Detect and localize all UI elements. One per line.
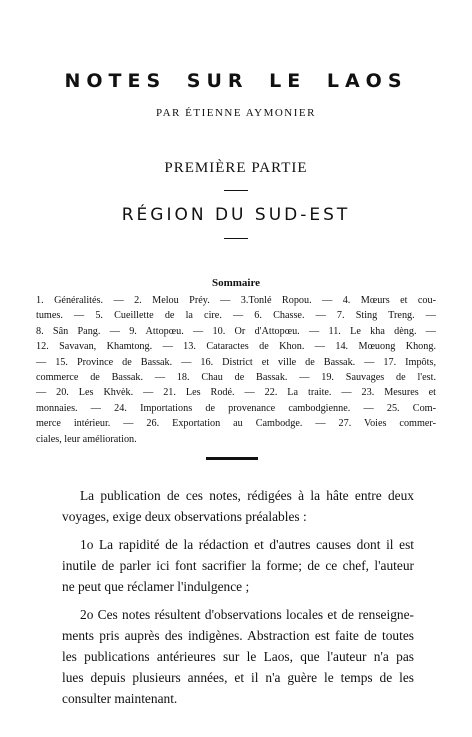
summary-line: 8. Sân Pang. — 9. Attopœu. — 10. Or d'Attopœu. — 11. Le kha dèng. — bbox=[36, 325, 436, 337]
summary-line: — 20. Les Khvèk. — 21. Les Rodé. — 22. La traite. — 23. Mesures et bbox=[36, 387, 436, 399]
summary-line: tumes. — 5. Cueillette de la cire. — 6. Chasse. — 7. Sting Treng. — bbox=[36, 310, 436, 322]
summary-line: monnaies. — 24. Importations de provenance cambodgienne. — 25. Com- bbox=[36, 402, 436, 414]
section-divider bbox=[206, 457, 258, 460]
summary-line: commerce de Bassak. — 18. Chau de Bassak. — 19. Sauvages de l'est. bbox=[36, 372, 436, 384]
text-line: voyages, exige deux observations préalables : bbox=[62, 509, 307, 524]
summary-line: 12. Savavan, Khamtong. — 13. Cataractes de Khon. — 14. Mœuong Khong. bbox=[36, 341, 436, 353]
text-line: les publications antérieures sur le Laos, que l'auteur n'a pas bbox=[62, 649, 414, 664]
paragraph-first-observation bbox=[62, 534, 414, 597]
text-line: 1o La rapidité de la rédaction et d'autres causes dont il est bbox=[80, 537, 414, 552]
summary-line: — 15. Province de Bassak. — 16. District et ville de Bassak. — 17. Impôts, bbox=[36, 356, 436, 368]
paragraph-second-observation bbox=[62, 604, 414, 709]
text-line: lues depuis plusieurs années, et il n'a guère le temps de les bbox=[62, 670, 414, 685]
summary-line: merce intérieur. — 26. Exportation au Cambodge. — 27. Voies commer- bbox=[36, 418, 436, 430]
text-line: inutile de parler ici font sacrifier la forme; de ce chef, l'auteur bbox=[62, 558, 414, 573]
author-line: PAR ÉTIENNE AYMONIER bbox=[156, 107, 316, 119]
text-line: 2o Ces notes résultent d'observations locales et de renseigne- bbox=[80, 607, 414, 622]
summary-heading: Sommaire bbox=[211, 277, 261, 289]
summary-line: 1. Généralités. — 2. Melou Préy. — 3.Tonlé Ropou. — 4. Mœurs et cou- bbox=[36, 295, 436, 306]
text-line: ments pris auprès des indigènes. Abstraction est faite de toutes bbox=[62, 628, 414, 643]
divider-rule bbox=[224, 190, 248, 191]
paragraph-intro bbox=[62, 485, 414, 527]
body-text bbox=[62, 485, 414, 716]
divider-rule bbox=[224, 238, 248, 239]
article-title: NOTES SUR LE LAOS bbox=[64, 70, 408, 92]
part-heading: PREMIÈRE PARTIE bbox=[164, 160, 308, 176]
text-line: La publication de ces notes, rédigées à la hâte entre deux bbox=[80, 488, 414, 503]
summary-line: ciales, leur amélioration. bbox=[36, 433, 137, 445]
region-heading: RÉGION DU SUD-EST bbox=[121, 205, 351, 225]
text-line: consulter maintenant. bbox=[62, 691, 178, 706]
text-line: ne peut que réclamer l'indulgence ; bbox=[62, 579, 250, 594]
summary-block bbox=[36, 293, 436, 447]
